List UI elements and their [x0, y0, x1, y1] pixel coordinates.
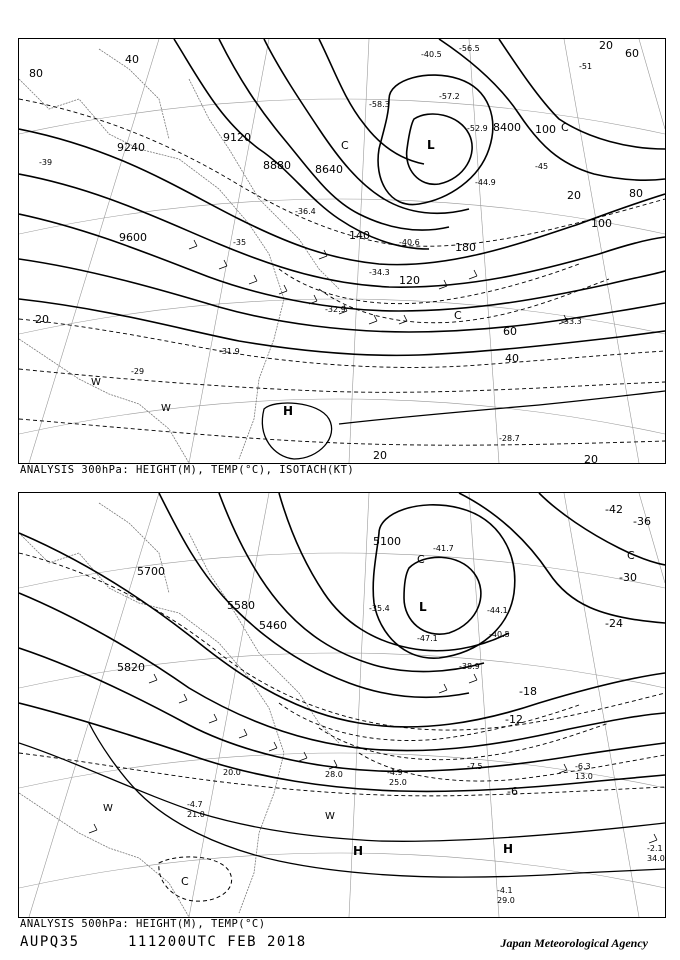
temperature-label: -39: [39, 158, 53, 167]
height-label: 5580: [227, 599, 255, 612]
cold-marker: C: [341, 139, 349, 152]
height-label: 5700: [137, 565, 165, 578]
high-marker: H: [353, 844, 364, 858]
chart-500hpa: [18, 492, 666, 918]
bulletin-code: AUPQ35: [20, 934, 80, 950]
temperature-label: -41.7: [433, 544, 454, 553]
height-label: 5820: [117, 661, 145, 674]
height-label: 8880: [263, 159, 291, 172]
temperature-label: -45: [535, 162, 549, 171]
warm-marker: W: [103, 803, 113, 814]
low-marker: L: [427, 138, 435, 152]
temperature-label: -2.1: [647, 844, 663, 853]
map-500hpa: [19, 493, 665, 917]
cold-pocket: [159, 857, 232, 901]
isotherms: [19, 553, 665, 796]
isotach-label: 140: [349, 229, 370, 242]
caption-300hpa: ANALYSIS 300hPa: HEIGHT(M), TEMP(°C), ISOTACH(KT): [20, 464, 355, 476]
height-label: 9120: [223, 131, 251, 144]
isotach-label: 100: [591, 217, 612, 230]
temperature-label: -40.6: [399, 238, 420, 247]
temperature-label: -12: [505, 713, 523, 726]
isotach-label: 80: [629, 187, 643, 200]
temperature-label: -40.5: [489, 630, 510, 639]
isotach-label: 80: [29, 67, 43, 80]
isotach-label: 120: [399, 274, 420, 287]
high-contour: [262, 403, 331, 459]
temperature-label: -4.7: [187, 800, 203, 809]
height-label: 8400: [493, 121, 521, 134]
temperature-label: -6: [507, 785, 518, 798]
height-label: 5100: [373, 535, 401, 548]
isotach-label: 20: [373, 449, 387, 462]
isotach-label: 20: [599, 39, 613, 52]
temperature-label: -35.4: [369, 604, 390, 613]
temperature-label: -6.3: [575, 762, 591, 771]
valid-time: 111200UTC FEB 2018: [128, 934, 307, 950]
graticule: [19, 493, 665, 917]
cold-marker: C: [417, 553, 425, 566]
height-label: 8640: [315, 163, 343, 176]
wind-value: 20.0: [223, 768, 241, 777]
map-300hpa: [19, 39, 665, 463]
temperature-labels: [187, 503, 663, 895]
height-label: 9240: [117, 141, 145, 154]
chart-300hpa: [18, 38, 666, 464]
wind-barbs: [89, 674, 657, 843]
wind-values: [187, 768, 665, 905]
pressure-systems: [103, 549, 635, 888]
isotach-label: 40: [125, 53, 139, 66]
temperature-label: -24: [605, 617, 623, 630]
temperature-label: -56.5: [459, 44, 480, 53]
cold-marker: C: [561, 121, 569, 134]
height-contours: [19, 493, 665, 791]
temperature-label: -4.9: [387, 768, 403, 777]
temperature-label: -52.9: [467, 124, 488, 133]
low-marker: L: [419, 600, 427, 614]
temperature-label: -47.1: [417, 634, 438, 643]
temperature-label: -44.9: [475, 178, 496, 187]
warm-marker: W: [91, 377, 101, 388]
temperature-label: -18: [519, 685, 537, 698]
temperature-label: -4.1: [497, 886, 513, 895]
height-label: 9600: [119, 231, 147, 244]
temperature-label: -42: [605, 503, 623, 516]
wind-value: 29.0: [497, 896, 515, 905]
wind-barbs: [189, 240, 567, 324]
agency-name: Japan Meteorological Agency: [500, 936, 648, 950]
temperature-label: -36.4: [295, 207, 316, 216]
warm-marker: W: [325, 811, 335, 822]
isotach-labels: [29, 39, 643, 463]
temperature-label: -34.3: [369, 268, 390, 277]
temperature-label: -31.9: [219, 347, 240, 356]
temperature-label: -28.7: [499, 434, 520, 443]
isotach-label: 20: [584, 453, 598, 463]
high-marker: H: [503, 842, 514, 856]
temperature-label: -38.9: [459, 662, 480, 671]
isotach-label: 20: [567, 189, 581, 202]
coastline: [19, 503, 339, 917]
temperature-label: -30: [619, 571, 637, 584]
caption-500hpa: ANALYSIS 500hPa: HEIGHT(M), TEMP(°C): [20, 918, 266, 930]
temperature-label: -40.5: [421, 50, 442, 59]
wind-value: 21.0: [187, 810, 205, 819]
cold-marker: C: [181, 875, 189, 888]
cold-marker: C: [627, 549, 635, 562]
isotach-label: 100: [535, 123, 556, 136]
graticule: [19, 39, 665, 463]
isotach-label: 180: [455, 241, 476, 254]
isotach-label: 60: [625, 47, 639, 60]
temperature-label: -36: [633, 515, 651, 528]
temperature-label: -51: [579, 62, 593, 71]
wind-value: 34.0: [647, 854, 665, 863]
temperature-label: -29: [131, 367, 145, 376]
isotach-label: 20: [35, 313, 49, 326]
cold-marker: C: [454, 309, 462, 322]
wind-value: 25.0: [389, 778, 407, 787]
warm-marker: W: [161, 403, 171, 414]
temperature-label: -33.3: [561, 317, 582, 326]
height-label: 5460: [259, 619, 287, 632]
temperature-label: -35: [233, 238, 247, 247]
temperature-label: -44.1: [487, 606, 508, 615]
coastline: [19, 49, 339, 463]
isotach-label: 60: [503, 325, 517, 338]
wind-value: 13.0: [575, 772, 593, 781]
temperature-label: -7.5: [467, 762, 483, 771]
high-marker: H: [283, 404, 294, 418]
temperature-label: -58.3: [369, 100, 390, 109]
temperature-label: -57.2: [439, 92, 460, 101]
wind-value: 28.0: [325, 770, 343, 779]
temperature-label: -32.9: [325, 305, 346, 314]
isotach-label: 40: [505, 352, 519, 365]
